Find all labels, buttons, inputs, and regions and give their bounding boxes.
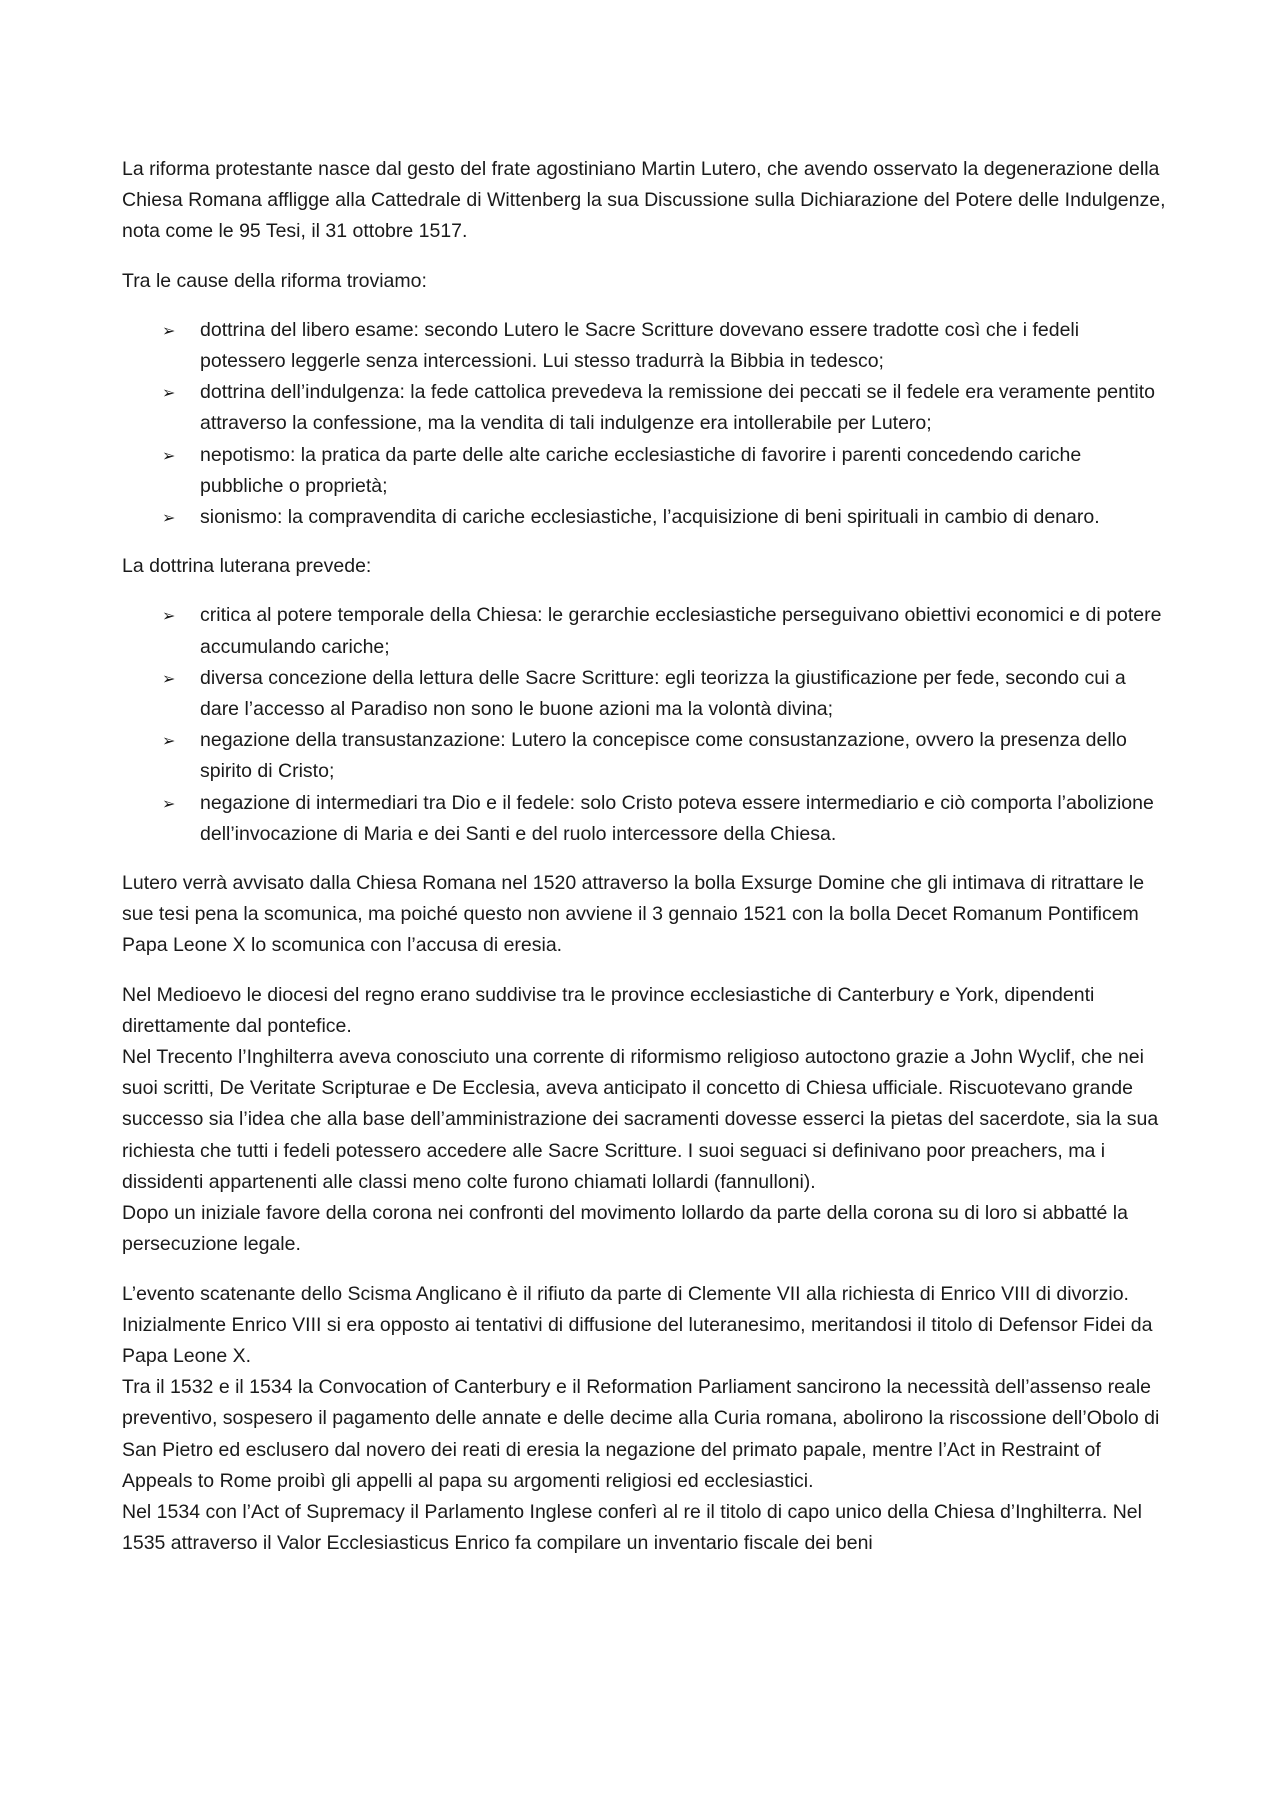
document-body xyxy=(122,154,1168,1577)
schism-paragraph: Nel 1534 con l’Act of Supremacy il Parlamento Inglese conferì al re il titolo di capo unico della Chiesa d’Inghilterra. Nel 1535 attraverso il Valor Ecclesiasticus Enrico fa compilare un inventario fiscale dei beni xyxy=(122,1500,1142,1555)
arrow-bullet-icon: ➢ xyxy=(162,445,176,465)
list-item-text: nepotismo: la pratica da parte delle alte cariche ecclesiastiche di favorire i parenti concedendo cariche pubbliche o proprietà; xyxy=(200,443,1082,497)
england-paragraph: Dopo un iniziale favore della corona nei confronti del movimento lollardo da parte della corona su di loro si abbatté la persecuzione legale. xyxy=(122,1202,1128,1256)
list-item-text: critica al potere temporale della Chiesa: le gerarchie ecclesiastiche perseguivano obiettivi economici e di potere accumulando cariche; xyxy=(200,604,1162,658)
arrow-bullet-icon: ➢ xyxy=(162,508,176,528)
list-item-text: sionismo: la compravendita di cariche ecclesiastiche, l’acquisizione di beni spirituali in cambio di denaro. xyxy=(200,506,1100,529)
schism-paragraph: Tra il 1532 e il 1534 la Convocation of Canterbury e il Reformation Parliament sancirono la necessità dell’assenso reale preventivo, sospesero il pagamento delle annate e delle decime alla Curia romana, abolirono la riscossione dell’Obolo di San Pietro ed esclusero dal novero dei reati di eresia la negazione del primato papale, mentre l’Act in Restraint of Appeals to Rome proibì gli appelli al papa su argomenti religiosi ed ecclesiastici. xyxy=(122,1376,1160,1492)
intro-paragraph: La riforma protestante nasce dal gesto del frate agostiniano Martin Lutero, che avendo osservato la degenerazione della Chiesa Romana affligge alla Cattedrale di Wittenberg la sua Discussione sulla Dichiarazione del Potere delle Indulgenze, nota come le 95 Tesi, il 31 ottobre 1517. xyxy=(122,158,1166,243)
list-item-text: diversa concezione della lettura delle Sacre Scritture: egli teorizza la giustificazione per fede, secondo cui a dare l’accesso al Paradiso non sono le buone azioni ma la volontà divina; xyxy=(200,666,1126,721)
arrow-bullet-icon: ➢ xyxy=(162,383,176,403)
list-item xyxy=(122,600,1168,662)
england-paragraph: Nel Trecento l’Inghilterra aveva conosciuto una corrente di riformismo religioso autoctono grazie a John Wyclif, che nei suoi scritti, De Veritate Scripturae e De Ecclesia, aveva anticipato il concetto di Chiesa ufficiale. Riscuotevano grande successo sia l’idea che alla base dell’amministrazione dei sacramenti dovesse esserci la pietas del sacerdote, sia la sua richiesta che tutti i fedeli potessero accedere alle Sacre Scritture. I suoi seguaci si definivano poor preachers, ma i dissidenti appartenenti alle classi meno colte furono chiamati lollardi (fannulloni). xyxy=(122,1046,1159,1193)
causes-list xyxy=(122,315,1168,533)
list-item xyxy=(122,725,1168,787)
schism-paragraph: L’evento scatenante dello Scisma Anglicano è il rifiuto da parte di Clemente VII alla richiesta di Enrico VIII di divorzio. Inizialmente Enrico VIII si era opposto ai tentativi di diffusione del luteranesimo, meritandosi il titolo di Defensor Fidei da Papa Leone X. xyxy=(122,1282,1153,1367)
causes-heading: Tra le cause della riforma troviamo: xyxy=(122,269,427,292)
excommunication-paragraph: Lutero verrà avvisato dalla Chiesa Romana nel 1520 attraverso la bolla Exsurge Domine che gli intimava di ritrattare le sue tesi pena la scomunica, ma poiché questo non avviene il 3 gennaio 1521 con la bolla Decet Romanum Pontificem Papa Leone X lo scomunica con l’accusa di eresia. xyxy=(122,872,1145,957)
arrow-bullet-icon: ➢ xyxy=(162,731,176,751)
list-item xyxy=(122,788,1168,850)
list-item xyxy=(122,663,1168,725)
arrow-bullet-icon: ➢ xyxy=(162,606,176,626)
england-section xyxy=(122,980,1168,1261)
schism-section xyxy=(122,1279,1168,1560)
list-item xyxy=(122,502,1168,533)
list-item-text: negazione della transustanzazione: Lutero la concepisce come consustanzazione, ovvero la presenza dello spirito di Cristo; xyxy=(200,729,1127,783)
list-item-text: dottrina del libero esame: secondo Lutero le Sacre Scritture dovevano essere tradotte così che i fedeli potessero leggerle senza intercessioni. Lui stesso tradurrà la Bibbia in tedesco; xyxy=(200,318,1080,373)
list-item xyxy=(122,315,1168,377)
list-item-text: dottrina dell’indulgenza: la fede cattolica prevedeva la remissione dei peccati se il fedele era veramente pentito attraverso la confessione, ma la vendita di tali indulgenze era intollerabile per Lutero; xyxy=(200,381,1155,435)
arrow-bullet-icon: ➢ xyxy=(162,793,176,813)
list-item xyxy=(122,377,1168,439)
arrow-bullet-icon: ➢ xyxy=(162,320,176,340)
doctrine-list xyxy=(122,600,1168,850)
arrow-bullet-icon: ➢ xyxy=(162,668,176,688)
list-item-text: negazione di intermediari tra Dio e il fedele: solo Cristo poteva essere intermediario e ciò comporta l’abolizione dell’invocazione di Maria e dei Santi e del ruolo intercessore della Chiesa. xyxy=(200,791,1154,845)
doctrine-heading: La dottrina luterana prevede: xyxy=(122,555,372,578)
list-item xyxy=(122,440,1168,502)
england-paragraph: Nel Medioevo le diocesi del regno erano suddivise tra le province ecclesiastiche di Canterbury e York, dipendenti direttamente dal pontefice. xyxy=(122,983,1095,1037)
